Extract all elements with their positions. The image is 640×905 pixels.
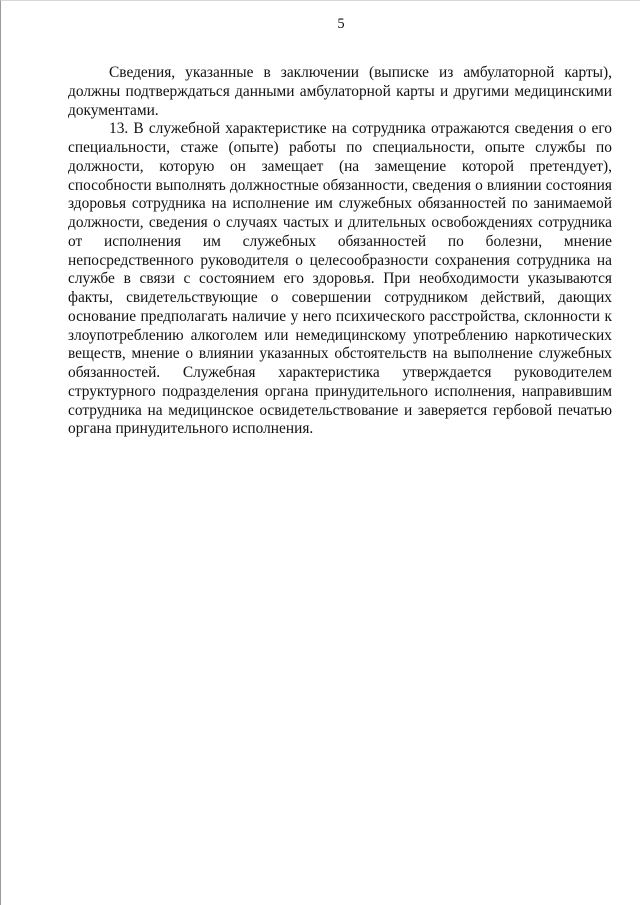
- body-text: [68, 64, 612, 439]
- paragraph-ambulatory-records: Сведения, указанные в заключении (выписке из амбулаторной карты), должны подтверждаться данными амбулаторной карты и другими медицинскими документами.: [68, 64, 612, 119]
- paragraph-13-service-characteristic: 13. В служебной характеристике на сотрудника отражаются сведения о его специальности, стаже (опыте) работы по специальности, опыте службы по должности, которую он замещает (на замещение которой претендует), способности выполнять должностные обязанности, сведения о влиянии состояния здоровья сотрудника на исполнение им служебных обязанностей по занимаемой должности, сведения о случаях частых и длительных освобождениях сотрудника от исполнения им служебных обязанностей по болезни, мнение непосредственного руководителя о целесообразности сохранения сотрудника на службе в связи с состоянием его здоровья. При необходимости указываются факты, свидетельствующие о совершении сотрудником действий, дающих основание предполагать наличие у него психического расстройства, склонности к злоупотреблению алкоголем или немедицинскому употреблению наркотических веществ, мнение о влиянии указанных обстоятельств на выполнение служебных обязанностей. Служебная характеристика утверждается руководителем структурного подразделения органа принудительного исполнения, направившим сотрудника на медицинское освидетельствование и заверяется гербовой печатью органа принудительного исполнения.: [68, 120, 612, 438]
- page-number: 5: [337, 16, 345, 32]
